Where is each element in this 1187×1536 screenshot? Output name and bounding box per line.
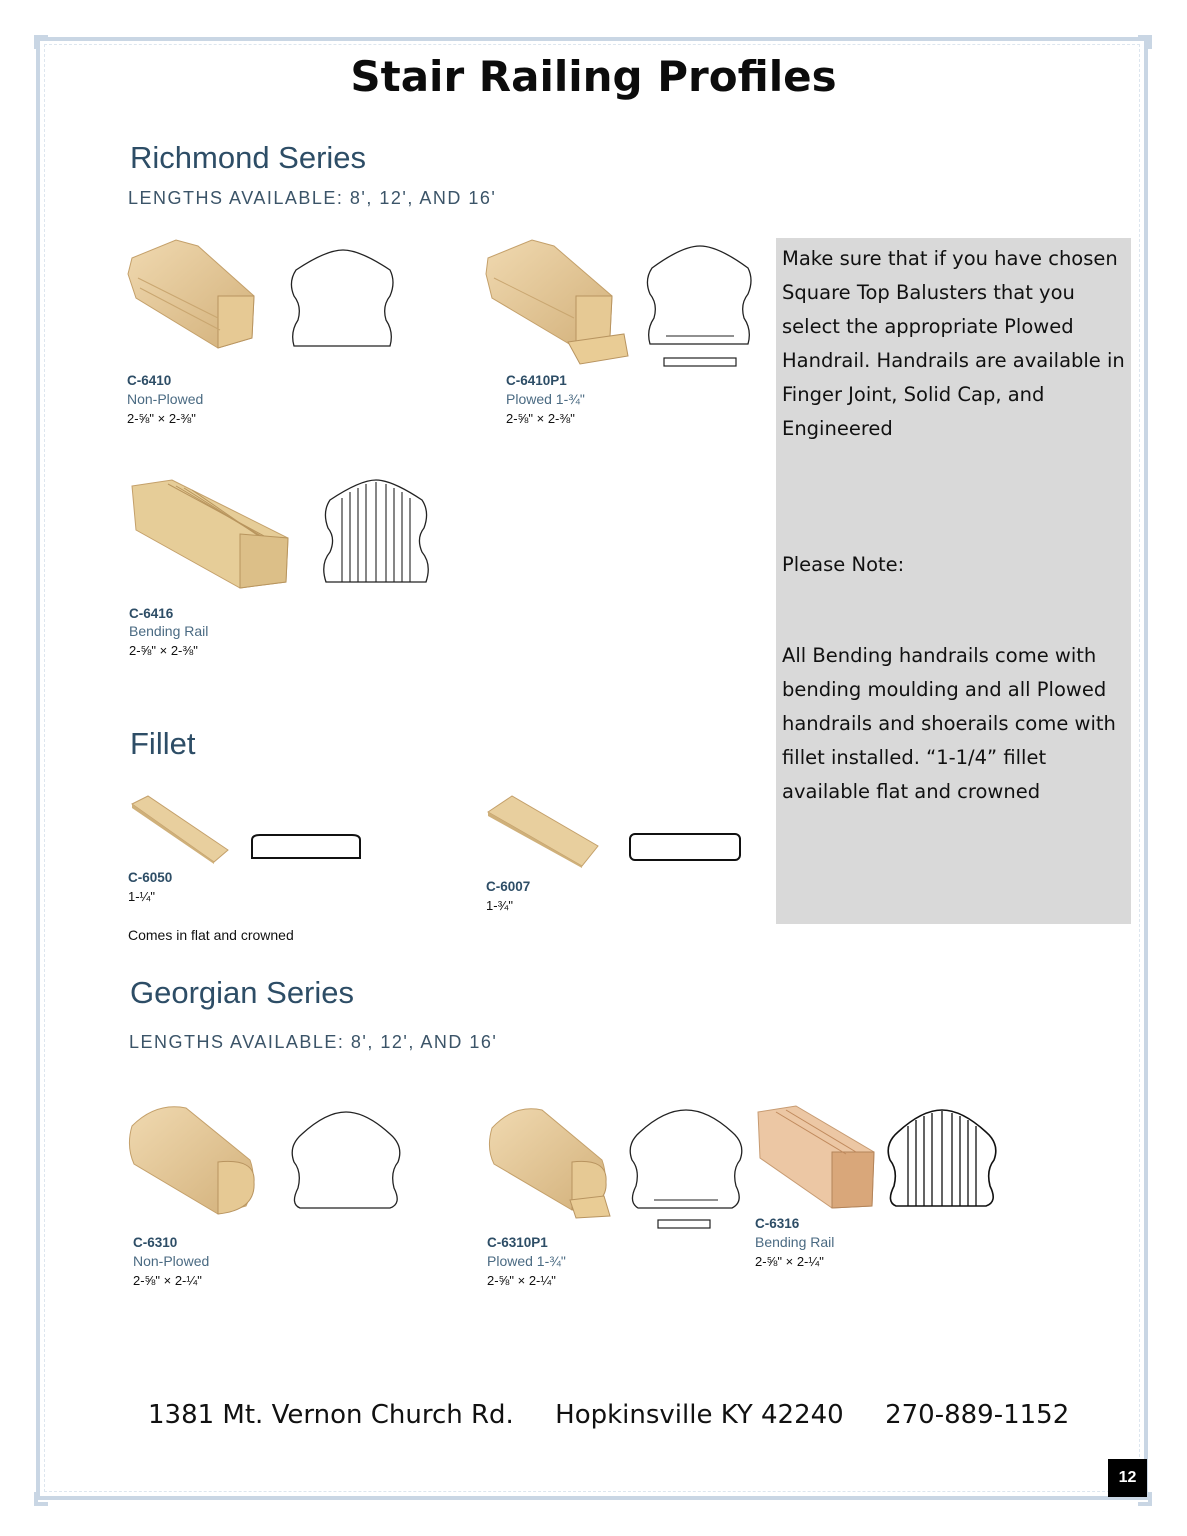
richmond-lengths: LENGTHS AVAILABLE: 8', 12', AND 16' [128,188,497,208]
product-dimensions: 1-¾" [486,898,514,913]
handrail-photo-c6310 [126,1102,260,1216]
footer-phone: 270-889-1152 [885,1400,1070,1430]
corner-ornament [34,35,48,49]
profile-c6310p1 [624,1108,748,1234]
handrail-photo-c6410 [126,238,260,352]
product-code: C-6310P1 [487,1235,548,1250]
product-code: C-6410P1 [506,373,567,388]
georgian-series-title: Georgian Series [130,975,355,1010]
profile-c6416 [316,478,436,590]
product-dimensions: 2-⅝" × 2-⅜" [127,411,196,426]
profile-c6316 [882,1108,1002,1212]
product-description: Plowed 1-¾" [506,391,585,407]
sidebar-paragraph-bending: All Bending handrails come with bending moulding and all Plowed handrails and shoerails come with fillet installed. “1-1/4” fillet available flat and crowned [782,644,1116,803]
info-sidebar [776,238,1131,924]
handrail-photo-c6410p1 [484,238,630,366]
footer-contact [148,1400,1069,1430]
product-description: Bending Rail [129,623,209,639]
handrail-photo-c6416 [128,478,290,592]
product-code: C-6316 [755,1216,800,1231]
page-number: 12 [1108,1459,1147,1497]
sidebar-paragraph-plowed: Make sure that if you have chosen Square Top Balusters that you select the appropriate Plowed Handrail. Handrails are available in Finger Joint, Solid Cap, and Engineered [782,247,1125,440]
product-code: C-6310 [133,1235,178,1250]
fillet-photo-c6007 [486,794,602,870]
fillet-note: Comes in flat and crowned [128,927,294,943]
product-dimensions: 2-⅝" × 2-¼" [133,1273,202,1288]
product-dimensions: 2-⅝" × 2-¼" [755,1254,824,1269]
product-description: Plowed 1-¾" [487,1253,566,1269]
profile-c6410p1 [640,244,760,370]
product-dimensions: 2-⅝" × 2-⅜" [506,411,575,426]
georgian-lengths: LENGTHS AVAILABLE: 8', 12', AND 16' [129,1032,498,1052]
fillet-title: Fillet [130,726,196,761]
sidebar-please-note: Please Note: [782,553,905,576]
handrail-photo-c6316 [756,1104,878,1210]
fillet-photo-c6050 [128,794,232,866]
product-code: C-6007 [486,879,531,894]
profile-c6050 [248,832,366,862]
handrail-photo-c6310p1 [486,1104,614,1220]
product-description: Non-Plowed [127,391,204,407]
profile-c6410 [286,248,400,352]
product-code: C-6050 [128,870,173,885]
richmond-series-title: Richmond Series [130,140,367,175]
product-description: Non-Plowed [133,1253,210,1269]
page-title: Stair Railing Profiles [350,52,837,101]
product-code: C-6410 [127,373,172,388]
profile-c6310 [286,1110,406,1214]
product-description: Bending Rail [755,1234,835,1250]
profile-c6007 [626,830,744,864]
product-code: C-6416 [129,606,174,621]
product-dimensions: 2-⅝" × 2-⅜" [129,643,198,658]
corner-ornament [34,1492,48,1506]
product-dimensions: 1-¼" [128,889,156,904]
footer-city: Hopkinsville KY 42240 [555,1400,844,1430]
footer-address: 1381 Mt. Vernon Church Rd. [148,1400,514,1430]
product-dimensions: 2-⅝" × 2-¼" [487,1273,556,1288]
corner-ornament [1138,35,1152,49]
